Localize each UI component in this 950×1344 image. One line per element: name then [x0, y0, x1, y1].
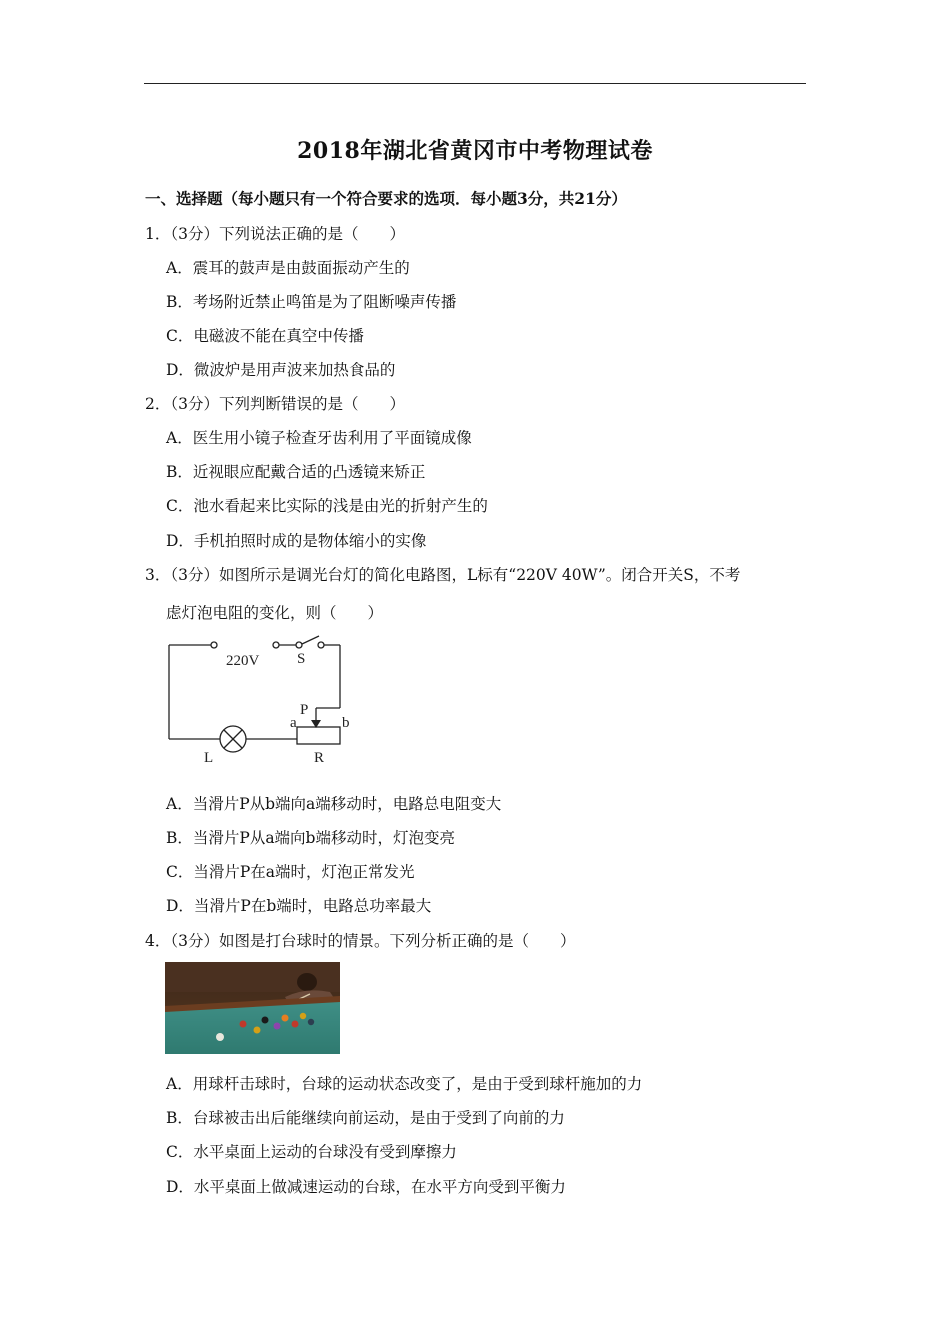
circuit-diagram [166, 632, 356, 768]
circuit-label-slider: P [300, 702, 309, 718]
question-3-option-a: A．当滑片P从b端向a端移动时，电路总电阻变大 [166, 795, 502, 813]
section-heading: 一、选择题（每小题只有一个符合要求的选项．每小题3分，共21分） [145, 189, 627, 208]
question-3-option-c: C．当滑片P在a端时，灯泡正常发光 [166, 863, 415, 881]
question-2-option-d: D．手机拍照时成的是物体缩小的实像 [166, 532, 427, 550]
question-4-option-a: A．用球杆击球时，台球的运动状态改变了，是由于受到球杆施加的力 [166, 1075, 643, 1093]
question-2-option-c: C．池水看起来比实际的浅是由光的折射产生的 [166, 497, 488, 515]
question-2-option-a: A．医生用小镜子检查牙齿利用了平面镜成像 [166, 429, 472, 447]
question-4-option-d: D．水平桌面上做减速运动的台球，在水平方向受到平衡力 [166, 1178, 566, 1196]
page-title: 2018年湖北省黄冈市中考物理试卷 [297, 138, 653, 164]
circuit-label-lamp: L [204, 750, 214, 766]
question-3-stem: 3．（3分）如图所示是调光台灯的简化电路图，L标有“220V 40W”。闭合开关S，不考 [145, 566, 741, 584]
circuit-label-switch: S [297, 651, 306, 667]
question-1-option-a: A．震耳的鼓声是由鼓面振动产生的 [166, 259, 410, 277]
billiards-photo [165, 962, 340, 1054]
question-4-option-c: C．水平桌面上运动的台球没有受到摩擦力 [166, 1143, 457, 1161]
question-3-option-d: D．当滑片P在b端时，电路总功率最大 [166, 897, 432, 915]
question-3-stem-continued: 虑灯泡电阻的变化，则（ ） [166, 604, 384, 622]
circuit-label-b: b [342, 715, 350, 731]
question-1-stem: 1．（3分）下列说法正确的是（ ） [145, 225, 405, 243]
header-rule [144, 83, 806, 84]
question-2-option-b: B．近视眼应配戴合适的凸透镜来矫正 [166, 463, 426, 481]
question-4-stem: 4．（3分）如图是打台球时的情景。下列分析正确的是（ ） [145, 932, 576, 950]
circuit-label-voltage: 220V [226, 653, 260, 669]
question-3-option-b: B．当滑片P从a端向b端移动时，灯泡变亮 [166, 829, 455, 847]
circuit-label-a: a [290, 715, 297, 731]
circuit-label-resistor: R [314, 750, 325, 766]
question-1-option-b: B．考场附近禁止鸣笛是为了阻断噪声传播 [166, 293, 457, 311]
question-1-option-c: C．电磁波不能在真空中传播 [166, 327, 364, 345]
question-4-option-b: B．台球被击出后能继续向前运动，是由于受到了向前的力 [166, 1109, 565, 1127]
question-2-stem: 2．（3分）下列判断错误的是（ ） [145, 395, 405, 413]
question-1-option-d: D．微波炉是用声波来加热食品的 [166, 361, 396, 379]
